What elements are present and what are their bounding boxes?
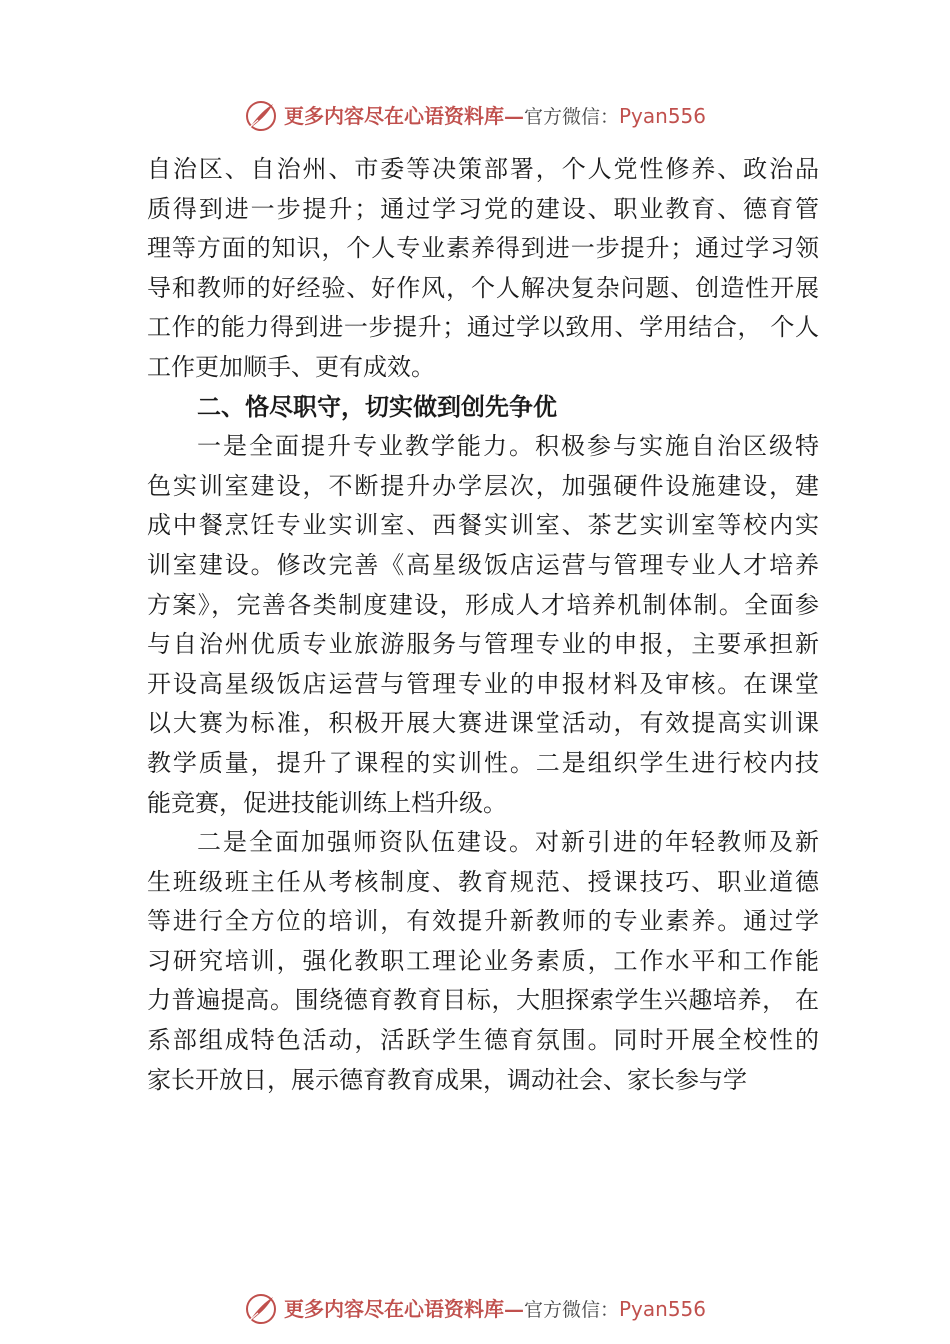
wechat-handle: Pyan556	[619, 1296, 707, 1321]
brand-name: 更多内容尽在心语资料库	[283, 1296, 504, 1321]
paragraph-line: 工作更加顺手、更有成效。	[147, 352, 435, 381]
document-body	[147, 150, 819, 1100]
paragraph-line: 色实训室建设，不断提升办学层次，加强硬件设施建设，建	[147, 471, 819, 500]
paragraph-line: 能竞赛，促进技能训练上档升级。	[147, 788, 507, 817]
paragraph-line: 家长开放日，展示德育教育成果，调动社会、家长参与学	[147, 1065, 747, 1094]
banner-dash: —	[503, 103, 524, 128]
paragraph-line: 二是全面加强师资队伍建设。对新引进的年轻教师及新	[197, 828, 819, 857]
header-banner	[0, 96, 950, 136]
paragraph-line: 力普遍提高。围绕德育教育目标，大胆探索学生兴趣培养， 在	[147, 986, 819, 1015]
footer-banner	[0, 1289, 950, 1329]
paragraph-line: 方案》，完善各类制度建设，形成人才培养机制体制。全面参	[147, 590, 819, 619]
paragraph-line: 成中餐烹饪专业实训室、西餐实训室、茶艺实训室等校内实	[147, 511, 819, 540]
paragraph-line: 工作的能力得到进一步提升；通过学以致用、学用结合， 个人	[147, 313, 819, 342]
wechat-label: 官方微信：	[523, 1298, 619, 1321]
paragraph-line: 习研究培训，强化教职工理论业务素质，工作水平和工作能	[147, 946, 819, 975]
paragraph-line: 开设高星级饭店运营与管理专业的申报材料及审核。在课堂	[147, 669, 819, 698]
banner-dash: —	[503, 1296, 524, 1321]
section-heading: 二、恪尽职守，切实做到创先争优	[197, 392, 557, 421]
paragraph-line: 质得到进一步提升；通过学习党的建设、职业教育、德育管	[147, 194, 819, 223]
banner-text	[284, 1289, 706, 1330]
paragraph-line: 一是全面提升专业教学能力。积极参与实施自治区级特	[197, 432, 819, 461]
wechat-label: 官方微信：	[523, 105, 619, 128]
brand-name: 更多内容尽在心语资料库	[283, 103, 504, 128]
paragraph-line: 与自治州优质专业旅游服务与管理专业的申报，主要承担新	[147, 630, 819, 659]
paragraph-line: 系部组成特色活动，活跃学生德育氛围。同时开展全校性的	[147, 1026, 819, 1055]
banner-text	[284, 96, 706, 137]
quill-logo-icon	[244, 1292, 278, 1326]
paragraph-line: 生班级班主任从考核制度、教育规范、授课技巧、职业道德	[147, 867, 819, 896]
paragraph-line: 教学质量，提升了课程的实训性。二是组织学生进行校内技	[147, 748, 819, 777]
paragraph-line: 理等方面的知识，个人专业素养得到进一步提升；通过学习领	[147, 234, 819, 263]
paragraph-line: 以大赛为标准，积极开展大赛进课堂活动，有效提高实训课	[147, 709, 819, 738]
paragraph-line: 等进行全方位的培训，有效提升新教师的专业素养。通过学	[147, 907, 819, 936]
paragraph-line: 训室建设。修改完善《高星级饭店运营与管理专业人才培养	[147, 550, 819, 579]
paragraph-line: 自治区、自治州、市委等决策部署，个人党性修养、政治品	[147, 155, 819, 183]
paragraph-line: 导和教师的好经验、好作风，个人解决复杂问题、创造性开展	[147, 273, 819, 302]
quill-logo-icon	[244, 99, 278, 133]
wechat-handle: Pyan556	[619, 103, 707, 128]
